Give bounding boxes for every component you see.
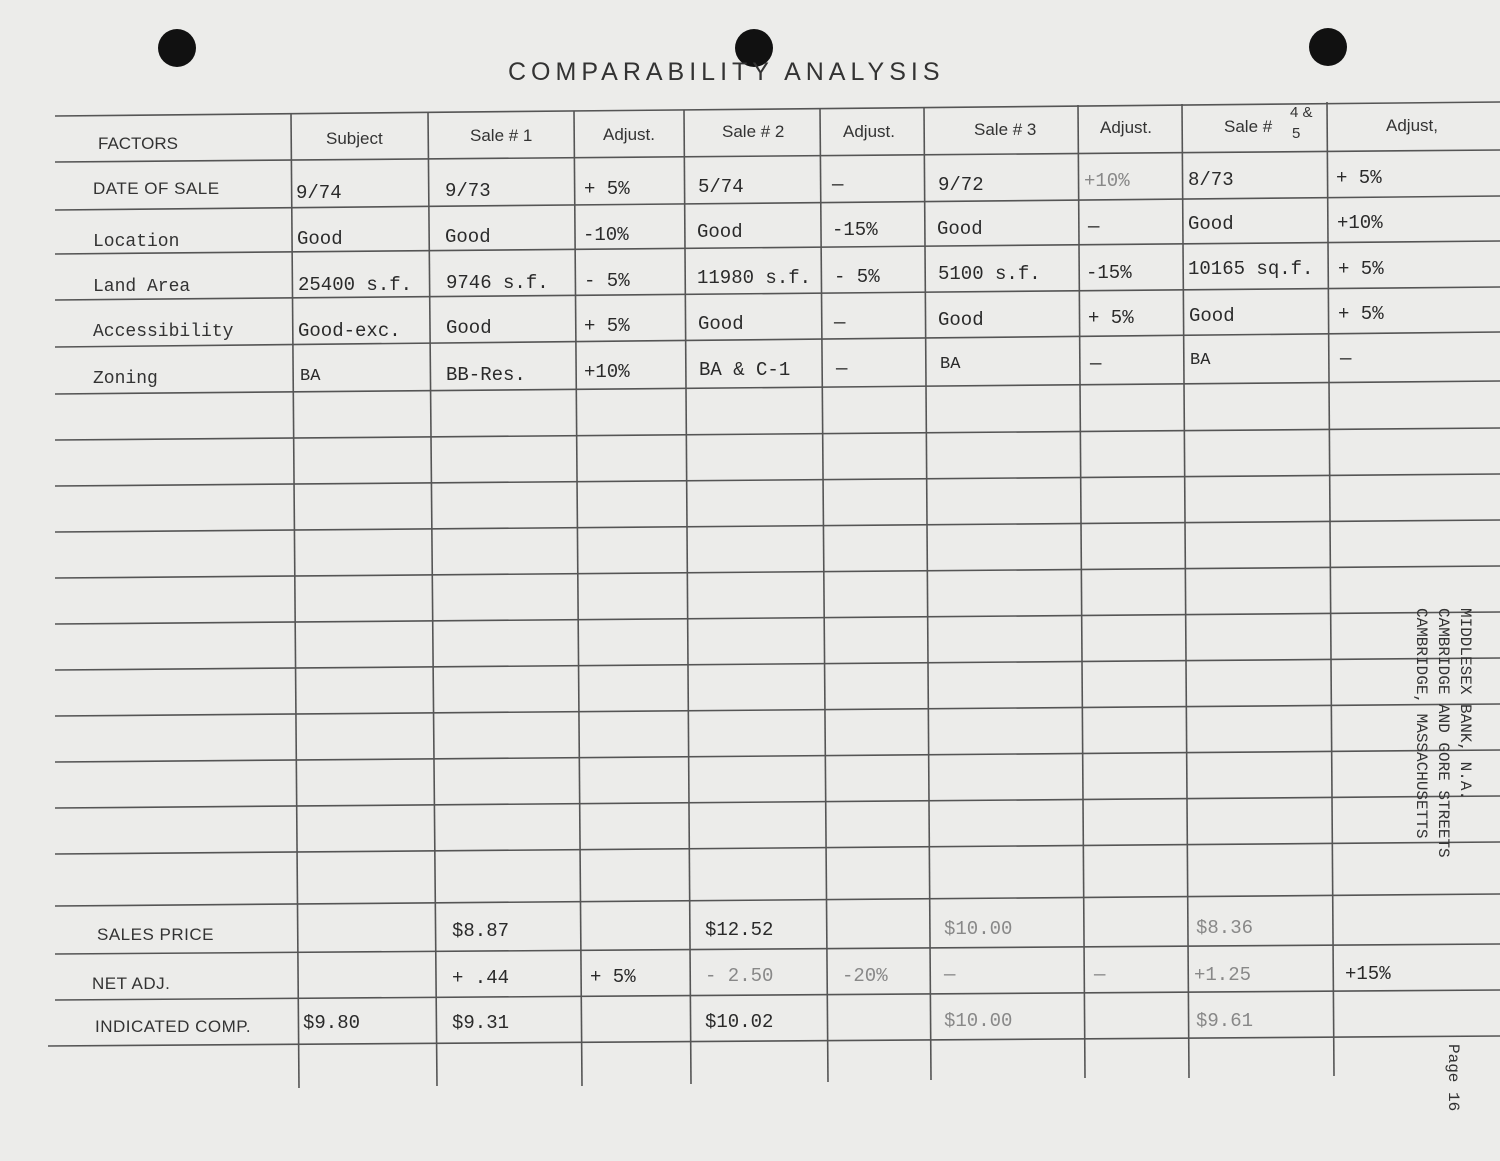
sale-1-value: Good — [446, 317, 492, 339]
sale-2-value: Good — [697, 221, 743, 243]
subject-value: BA — [300, 367, 321, 386]
header-sale-3: Sale # 3 — [974, 120, 1037, 139]
sale-1-adjust: - 5% — [584, 270, 630, 292]
page-title: COMPARABILITY ANALYSIS — [508, 58, 945, 86]
header-adjust-4-5: Adjust, — [1386, 116, 1438, 135]
sale-1-adjust: -10% — [583, 224, 629, 246]
sale-2-adjust: — — [832, 174, 844, 196]
sale-4-5-net-adjust-percent: +15% — [1345, 963, 1391, 985]
bank-address-note — [1410, 608, 1476, 858]
sale-4-5-adjust: +10% — [1337, 212, 1383, 234]
sale-3-adjust: +10% — [1084, 170, 1130, 192]
sale-1-value: 9/73 — [445, 180, 491, 202]
header-sale-4-5-number-bottom: 5 — [1292, 125, 1301, 142]
sale-4-5-net-adjustment: +1.25 — [1194, 964, 1252, 986]
sale-1-value: 9746 s.f. — [446, 272, 549, 294]
sale-3-adjust: — — [1090, 353, 1102, 375]
sale-3-value: Good — [938, 309, 984, 331]
sale-3-price: $10.00 — [944, 918, 1013, 940]
sale-3-value: 5100 s.f. — [938, 263, 1041, 285]
sale-1-price: $8.87 — [452, 920, 510, 942]
sale-3-net-adjustment: — — [944, 964, 956, 986]
subject-value: Good — [297, 228, 343, 250]
sale-1-adjust: + 5% — [584, 315, 630, 337]
header-sale-4-5: Sale # — [1224, 117, 1273, 136]
page-number: Page 16 — [1444, 1044, 1462, 1112]
sale-2-value: 11980 s.f. — [697, 267, 812, 289]
sale-3-indicated-comp: $10.00 — [944, 1010, 1013, 1032]
header-sale-1: Sale # 1 — [470, 126, 533, 145]
sale-1-net-adjust-percent: + 5% — [590, 966, 636, 988]
side-note-line: CAMBRIDGE, MASSACHUSETTS — [1412, 608, 1430, 839]
sale-2-value: 5/74 — [698, 176, 744, 198]
factor-label: Location — [93, 232, 180, 252]
sale-2-adjust: -15% — [832, 219, 878, 241]
sale-1-value: Good — [445, 226, 491, 248]
header-sale-4-5-number-top: 4 & — [1290, 104, 1313, 121]
sale-4-5-value: 8/73 — [1188, 169, 1234, 191]
sale-2-adjust: — — [836, 358, 848, 380]
sale-1-indicated-comp: $9.31 — [452, 1012, 510, 1034]
header-adjust-2: Adjust. — [843, 122, 895, 141]
sale-4-5-adjust: + 5% — [1336, 167, 1382, 189]
sale-2-adjust: — — [834, 312, 846, 334]
header-subject: Subject — [326, 129, 383, 148]
sale-3-value: BA — [940, 355, 961, 374]
sale-4-5-value: 10165 sq.f. — [1188, 258, 1314, 280]
sale-3-net-adjust-percent: — — [1094, 964, 1106, 986]
sale-4-5-adjust: — — [1340, 348, 1352, 370]
side-note-line: CAMBRIDGE AND GORE STREETS — [1434, 608, 1452, 858]
subject-value: 9/74 — [296, 182, 342, 204]
sale-4-5-adjust: + 5% — [1338, 258, 1384, 280]
summary-label: SALES PRICE — [97, 925, 214, 944]
subject-indicated-comp: $9.80 — [303, 1012, 361, 1034]
sale-1-net-adjustment: + .44 — [452, 967, 510, 989]
factor-label: Zoning — [93, 369, 158, 389]
summary-label: INDICATED COMP. — [95, 1017, 252, 1036]
side-note-line: MIDDLESEX BANK, N.A. — [1456, 608, 1474, 801]
header-adjust-1: Adjust. — [603, 125, 655, 144]
sale-3-adjust: — — [1088, 216, 1100, 238]
summary-label: NET ADJ. — [92, 974, 171, 993]
sale-2-adjust: - 5% — [834, 266, 880, 288]
header-sale-2: Sale # 2 — [722, 122, 785, 141]
sale-2-value: BA & C-1 — [699, 359, 791, 381]
sale-4-5-price: $8.36 — [1196, 917, 1254, 939]
sale-2-value: Good — [698, 313, 744, 335]
factor-label: Land Area — [93, 277, 191, 297]
sale-3-adjust: -15% — [1086, 262, 1132, 284]
subject-value: Good-exc. — [298, 320, 401, 342]
sale-1-value: BB-Res. — [446, 364, 526, 386]
sale-4-5-value: BA — [1190, 351, 1211, 370]
sale-1-adjust: + 5% — [584, 178, 630, 200]
sale-2-net-adjustment: - 2.50 — [705, 965, 774, 987]
sale-4-5-indicated-comp: $9.61 — [1196, 1010, 1254, 1032]
sale-4-5-adjust: + 5% — [1338, 303, 1384, 325]
header-factors: FACTORS — [98, 134, 178, 153]
factor-label: DATE OF SALE — [93, 179, 220, 198]
factor-label: Accessibility — [93, 322, 234, 342]
sale-2-price: $12.52 — [705, 919, 774, 941]
sale-2-net-adjust-percent: -20% — [842, 965, 888, 987]
sale-4-5-value: Good — [1189, 305, 1235, 327]
sale-4-5-value: Good — [1188, 213, 1234, 235]
sale-2-indicated-comp: $10.02 — [705, 1011, 774, 1033]
sale-3-value: 9/72 — [938, 174, 984, 196]
sale-3-value: Good — [937, 218, 983, 240]
subject-value: 25400 s.f. — [298, 274, 413, 296]
header-adjust-3: Adjust. — [1100, 118, 1152, 137]
sale-3-adjust: + 5% — [1088, 307, 1134, 329]
sale-1-adjust: +10% — [584, 361, 630, 383]
